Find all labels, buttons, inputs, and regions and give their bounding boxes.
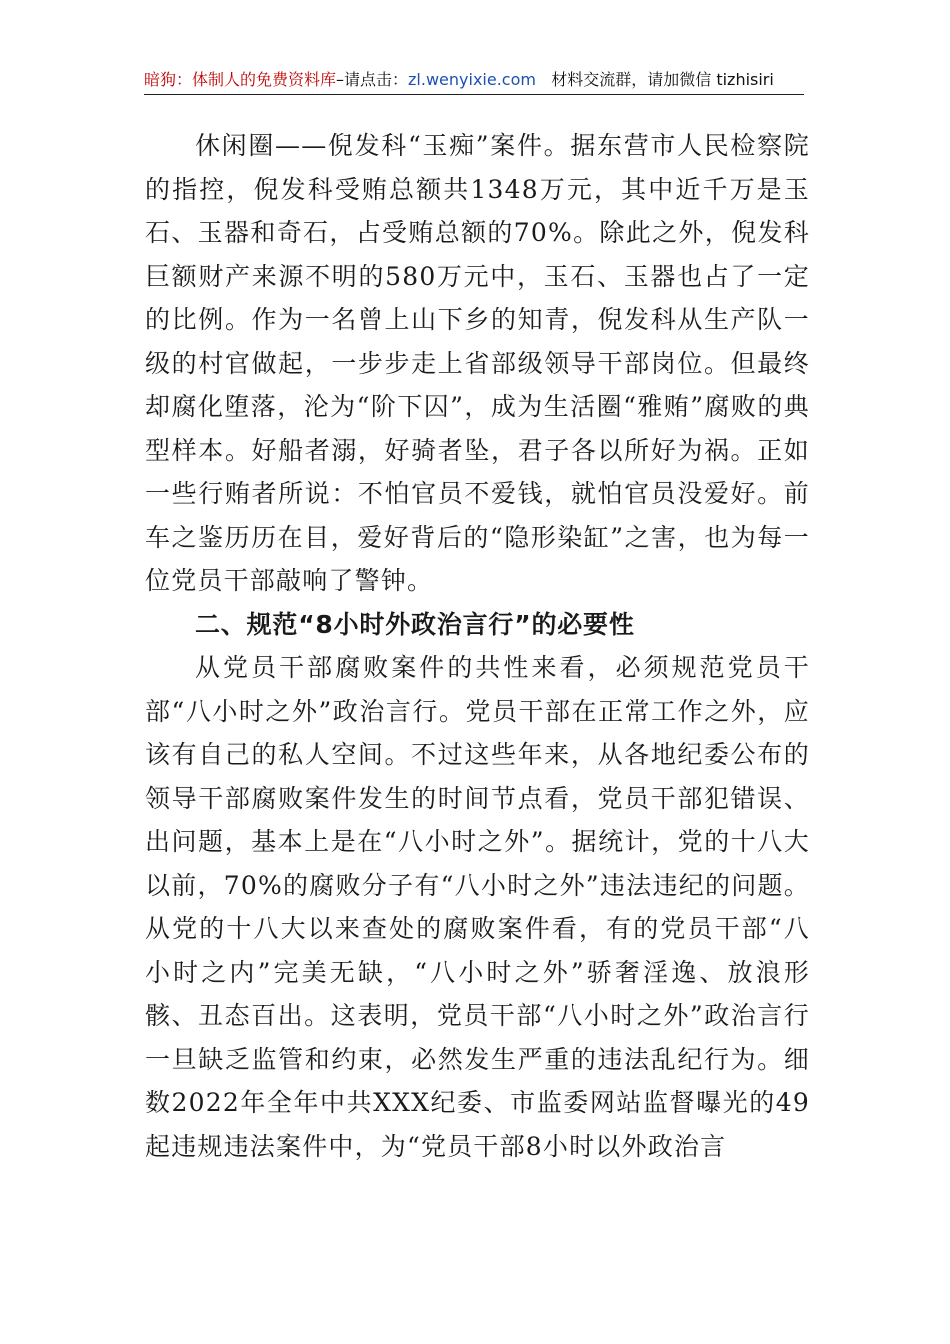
paragraph-ni-faken-case: 休闲圈——倪发科“玉痴”案件。据东营市人民检察院的指控，倪发科受贿总额共1348万元，其中近千万是玉石、玉器和奇石，占受贿总额的70%。除此之外，倪发科巨额财产来源不明的580万元中，玉石、玉器也占了一定的比例。作为一名曾上山下乡的知青，倪发科从生产队一级的村官做起，一步步走上省部级领导干部岗位。但最终却腐化堕落，沦为“阶下囚”，成为生活圈“雅贿”腐败的典型样本。好船者溺，好骑者坠，君子各以所好为祸。正如一些行贿者所说：不怕官员不爱钱，就怕官员没爱好。前车之鉴历历在目，爱好背后的“隐形染缸”之害，也为每一位党员干部敲响了警钟。: [145, 131, 810, 595]
header-prompt: –请点击：: [336, 70, 409, 89]
page-header: [144, 66, 804, 94]
header-divider: [144, 94, 804, 95]
section-heading-2: 二、规范“8小时外政治言行”的必要性: [195, 609, 635, 639]
header-wechat-note: 材料交流群，请加微信 tizhisiri: [551, 70, 774, 89]
header-brand: 暗狗：体制人的免费资料库: [144, 70, 337, 89]
paragraph-eight-hours: 从党员干部腐败案件的共性来看，必须规范党员干部“八小时之外”政治言行。党员干部在正常工作之外，应该有自己的私人空间。不过这些年来，从各地纪委公布的领导干部腐败案件发生的时间节点看，党员干部犯错误、出问题，基本上是在“八小时之外”。据统计，党的十八大以前，70%的腐败分子有“八小时之外”违法违纪的问题。从党的十八大以来查处的腐败案件看，有的党员干部“八小时之内”完美无缺，“八小时之外”骄奢淫逸、放浪形骸、丑态百出。这表明，党员干部“八小时之外”政治言行一旦缺乏监管和约束，必然发生严重的违法乱纪行为。细数2022年全年中共XXX纪委、市监委网站监督曝光的49起违规违法案件中，为“党员干部8小时以外政治言: [145, 653, 810, 1161]
header-link[interactable]: zl.wenyixie.com: [408, 70, 536, 89]
document-body: [145, 124, 810, 1168]
